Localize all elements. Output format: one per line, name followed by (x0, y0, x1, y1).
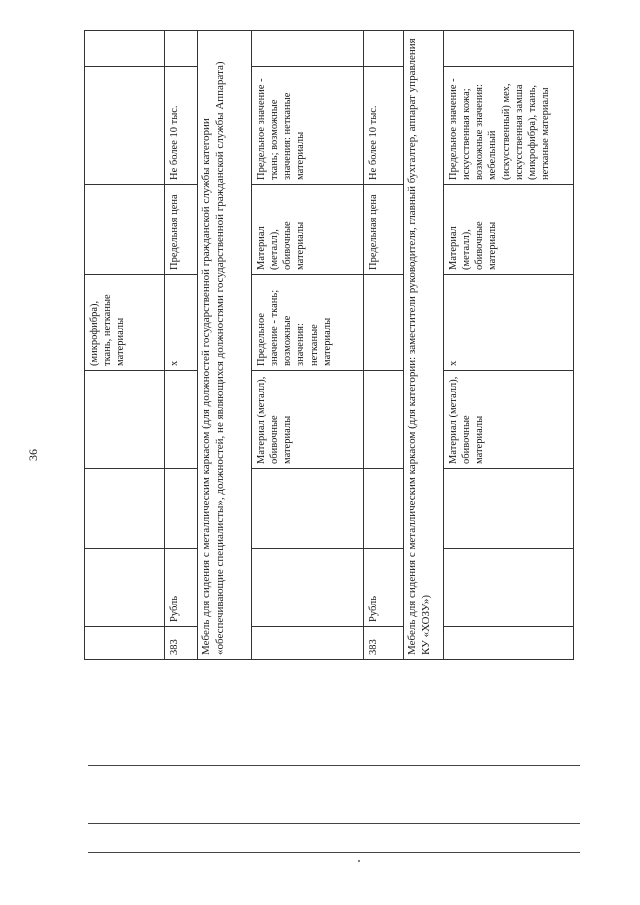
code-cell: 383 (364, 627, 404, 660)
horizontal-rule (88, 823, 580, 824)
table-cell: Материал (металл), обивочные материалы (252, 185, 364, 275)
unit-cell: Рубль (364, 549, 404, 627)
code-cell: 383 (165, 627, 198, 660)
table-row (364, 31, 404, 660)
scan-mark (358, 860, 360, 862)
table-cell: Не более 10 тыс. (364, 67, 404, 185)
table-cell: (микрофибра), ткань, нетканые материалы (85, 275, 165, 371)
section-heading-row (404, 31, 444, 660)
table-cell: Предельное значение - искусственная кожа; возможные значения: мебельный (искусственный) мех, искусственная замша (микрофибра), ткань, нетканые материалы (444, 67, 574, 185)
rotated-table (84, 31, 580, 660)
table-cell: Материал (металл), обивочные материалы (444, 371, 574, 469)
horizontal-rule (88, 765, 580, 766)
table-cell: Предельная цена (165, 185, 198, 275)
page-number: 36 (26, 449, 40, 461)
table-cell: Предельное значение - ткань; возможные значения: нетканые материалы (252, 67, 364, 185)
section-heading: Мебель для сидения с металлическим каркасом (для должностей государственной гражданской службы категории «обеспечивающие специалисты», должностей, не являющихся должностями государственной гражданской службы Аппарата) (198, 31, 252, 660)
section-heading: Мебель для сидения с металлическим каркасом (для категории: заместители руководителя, главный бухгалтер, аппарат управления КУ «ХОЗУ») (404, 31, 444, 660)
table-row (444, 31, 574, 660)
unit-cell: Рубль (165, 549, 198, 627)
table-cell: Не более 10 тыс. (165, 67, 198, 185)
table-cell: Предельная цена (364, 185, 404, 275)
horizontal-rule (88, 852, 580, 853)
table-cell: x (165, 275, 198, 371)
table-cell: Материал (металл), обивочные материалы (252, 371, 364, 469)
table-row (252, 31, 364, 660)
table-row (165, 31, 198, 660)
table-cell: x (444, 275, 574, 371)
table-cell: Материал (металл), обивочные материалы (444, 185, 574, 275)
table-row (85, 31, 165, 660)
requirements-table (84, 30, 574, 660)
table-cell: Предельное значение - ткань; возможные значения: нетканые материалы (252, 275, 364, 371)
section-heading-row (198, 31, 252, 660)
